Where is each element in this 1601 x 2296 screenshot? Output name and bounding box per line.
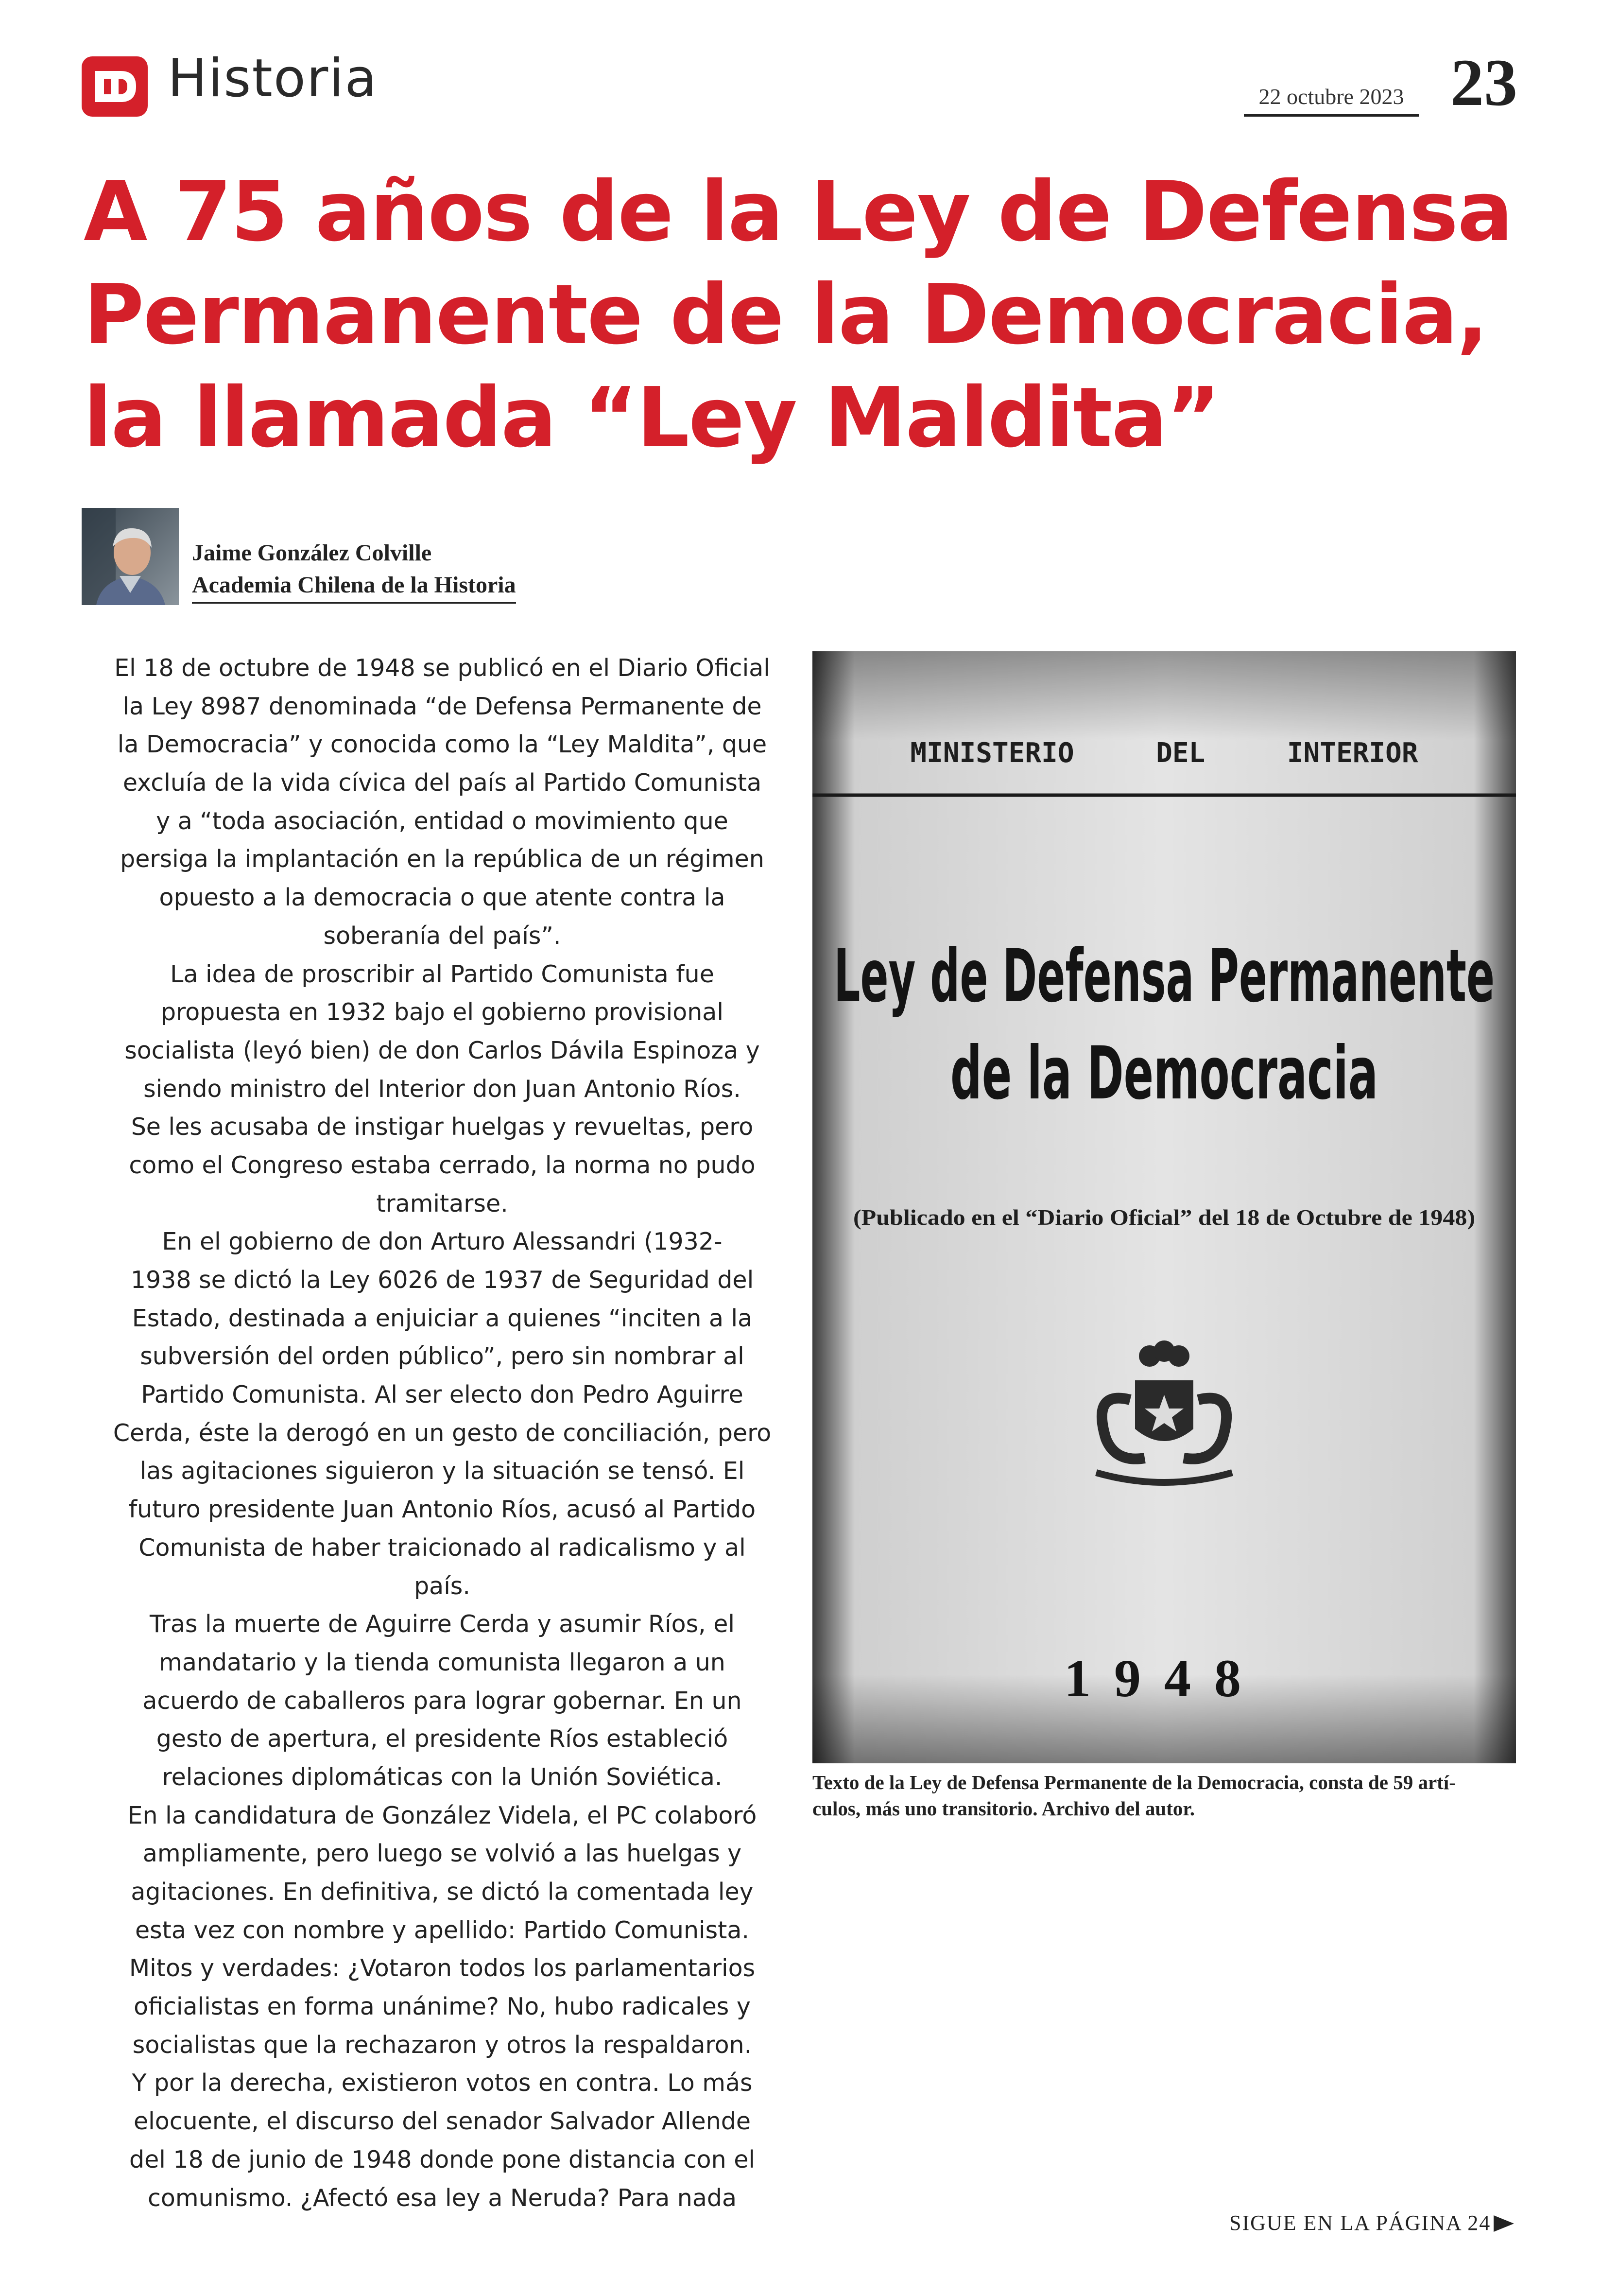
body-line: la Democracia” y conocida como la “Ley Maldita”, que [117, 731, 767, 759]
body-line: soberanía del país”. [323, 922, 561, 950]
headline-line: Permanente de la Democracia, [84, 267, 1488, 363]
body-line: El 18 de octubre de 1948 se publicó en el Diario Oficial [114, 654, 770, 682]
body-line: subversión del orden público”, pero sin nombrar al [140, 1342, 744, 1371]
body-line: tramitarse. [376, 1189, 508, 1218]
body-line: las agitaciones siguieron y la situación se tensó. El [139, 1457, 745, 1485]
body-line: excluía de la vida cívica del país al Partido Comunista [122, 769, 762, 797]
body-line: Comunista de haber traicionado al radicalismo y al [138, 1533, 746, 1562]
body-line: socialistas que la rechazaron y otros la respaldaron. [132, 2031, 752, 2059]
body-line: siendo ministro del Interior don Juan Antonio Ríos. [143, 1075, 741, 1103]
body-line: mandatario y la tienda comunista llegaron a un [159, 1648, 725, 1676]
issue-date: 22 octubre 2023 [1244, 84, 1419, 117]
body-line: Mitos y verdades: ¿Votaron todos los parlamentarios [129, 1954, 756, 1983]
headline-line: A 75 años de la Ley de Defensa [84, 164, 1513, 260]
figure-published-text: (Publicado en el “Diario Oficial” del 18 de Octubre de 1948) [853, 1205, 1475, 1230]
body-line: esta vez con nombre y apellido: Partido Comunista. [135, 1916, 749, 1944]
figure-ministry-text: MINISTERIO DEL INTERIOR [910, 737, 1418, 769]
continue-link[interactable]: SIGUE EN LA PÁGINA 24 [1229, 2211, 1491, 2235]
body-line: La idea de proscribir al Partido Comunista fue [170, 960, 714, 988]
body-line: propuesta en 1932 bajo el gobierno provisional [161, 998, 723, 1026]
caption-line: Texto de la Ley de Defensa Permanente de la Democracia, consta de 59 artí- [812, 1771, 1456, 1793]
body-line: Partido Comunista. Al ser electo don Pedro Aguirre [141, 1381, 743, 1409]
figure-caption [812, 1769, 1517, 1822]
body-line: del 18 de junio de 1948 donde pone distancia con el [129, 2145, 756, 2174]
article-body [83, 649, 802, 2217]
body-line: Cerda, éste la derogó en un gesto de conciliación, pero [113, 1419, 772, 1447]
body-line: futuro presidente Juan Antonio Ríos, acusó al Partido [128, 1496, 756, 1524]
body-line: relaciones diplomáticas con la Unión Soviética. [162, 1763, 723, 1791]
body-line: y a “toda asociación, entidad o movimiento que [156, 807, 728, 835]
author-photo-icon [82, 508, 179, 605]
figure-year-text: 1948 [1064, 1649, 1264, 1708]
figure-title-line2: de la Democracia [950, 1031, 1378, 1116]
body-line: la Ley 8987 denominada “de Defensa Permanente de [122, 692, 762, 720]
body-line: elocuente, el discurso del senador Salvador Allende [133, 2107, 751, 2136]
body-line: oficialistas en forma unánime? No, hubo radicales y [134, 1993, 751, 2021]
body-line: En la candidatura de González Videla, el PC colaboró [127, 1801, 757, 1829]
caption-line: culos, más uno transitorio. Archivo del autor. [812, 1797, 1195, 1820]
body-line: socialista (leyó bien) de don Carlos Dávila Espinoza y [124, 1036, 760, 1064]
body-line: opuesto a la democracia o que atente contra la [159, 884, 725, 912]
body-line: En el gobierno de don Arturo Alessandri (1932- [162, 1228, 723, 1256]
newspaper-logo-icon [82, 56, 148, 117]
body-line: como el Congreso estaba cerrado, la norma no pudo [129, 1151, 756, 1179]
body-line: gesto de apertura, el presidente Ríos estableció [156, 1725, 728, 1753]
page-number: 23 [1450, 45, 1517, 120]
figure-title-line1: Ley de Defensa Permanente [834, 934, 1495, 1019]
headline-line: la llamada “Ley Maldita” [84, 370, 1220, 466]
author-avatar [82, 508, 179, 605]
body-line: Tras la muerte de Aguirre Cerda y asumir Ríos, el [149, 1610, 735, 1638]
body-line: comunismo. ¿Afectó esa ley a Neruda? Para nada [147, 2184, 737, 2212]
headline [84, 160, 1541, 470]
body-line: agitaciones. En definitiva, se dictó la comentada ley [131, 1878, 754, 1906]
body-line: persiga la implantación en la república de un régimen [120, 845, 764, 873]
body-line: Se les acusaba de instigar huelgas y revueltas, pero [131, 1113, 754, 1141]
section-title: Historia [168, 48, 378, 109]
arrow-right-icon [1494, 2215, 1514, 2232]
author-byline [192, 537, 516, 604]
body-line: Estado, destinada a enjuiciar a quienes “inciten a la [132, 1304, 753, 1332]
body-line: Y por la derecha, existieron votos en contra. Lo más [132, 2069, 753, 2097]
body-line: país. [414, 1572, 470, 1600]
body-line: acuerdo de caballeros para lograr gobernar. En un [142, 1687, 742, 1715]
author-affiliation: Academia Chilena de la Historia [192, 569, 516, 604]
body-line: ampliamente, pero luego se volvió a las huelgas y [142, 1840, 742, 1868]
author-name: Jaime González Colville [192, 540, 432, 566]
body-line: 1938 se dictó la Ley 6026 de 1937 de Seguridad del [130, 1266, 754, 1294]
law-cover-photo [812, 651, 1516, 1763]
